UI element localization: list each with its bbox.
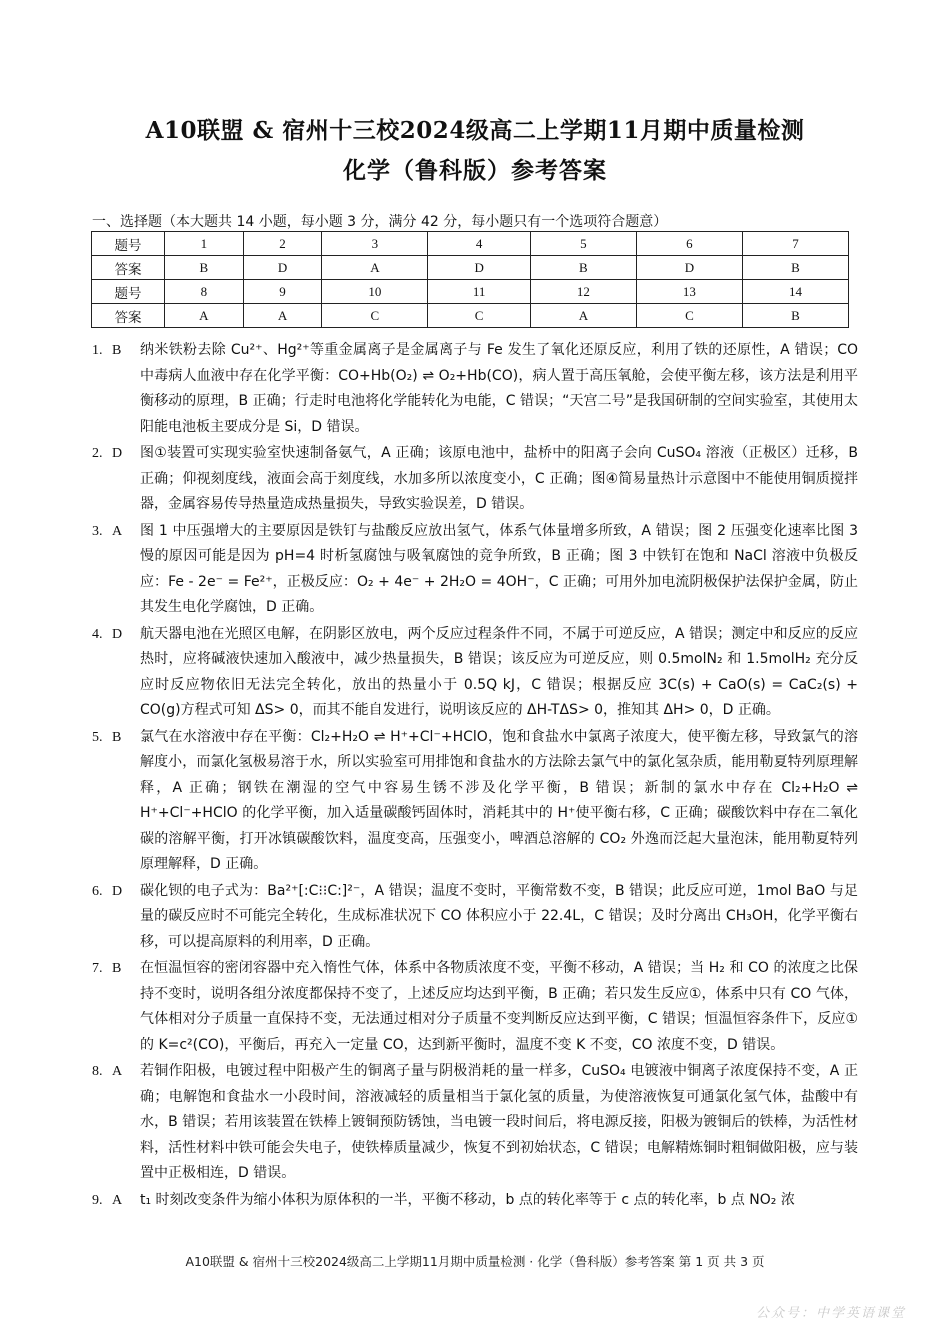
item-text: t₁ 时刻改变条件为缩小体积为原体积的一半，平衡不移动，b 点的转化率等于 c 点的转化率，b 点 NO₂ 浓 xyxy=(140,1191,795,1208)
answer-cell: D xyxy=(243,256,322,280)
question-number: 3 xyxy=(322,232,428,256)
answer-cell: A xyxy=(243,304,322,328)
item-answer: A xyxy=(112,523,123,539)
table-row-questions-2 xyxy=(92,280,849,304)
answer-cell: A xyxy=(322,256,428,280)
explanation-item xyxy=(92,879,858,956)
watermark: 公众号：中学英语课堂 xyxy=(755,1306,906,1321)
row-label-question: 题号 xyxy=(92,232,165,256)
item-answer: D xyxy=(112,883,123,899)
explanation-item xyxy=(92,441,858,518)
document-title: A10联盟 & 宿州十三校2024级高二上学期11月期中质量检测 xyxy=(145,117,805,144)
item-answer: A xyxy=(112,1064,123,1079)
answer-table xyxy=(91,231,849,328)
table-row-answers-2 xyxy=(92,304,849,328)
row-label-answer: 答案 xyxy=(92,304,165,328)
question-number: 7 xyxy=(742,232,848,256)
page-footer: A10联盟 & 宿州十三校2024级高二上学期11月期中质量检测 · 化学（鲁科版）参考答案 第 1 页 共 3 页 xyxy=(185,1254,765,1269)
item-text: 若铜作阳极，电镀过程中阳极产生的铜离子量与阴极消耗的量一样多，CuSO₄ 电镀液中铜离子浓度保持不变，A 正确；电解饱和食盐水一小段时间，溶液减轻的质量相当于氯化氢的质量，为使溶液恢复可通氯化氢气体，盐酸中有水，B 错误；若用该装置在铁棒上镀铜预防锈蚀，当电镀一段时间后，将电源反接，阳极为镀铜后的铁棒，为活性材料，活性材料中铁可能会失电子，使铁棒质量减少，恢复不到初始状态，C 错误；电解精炼铜时粗铜做阳极，应与装置中正极相连，D 错误。 xyxy=(140,1063,858,1181)
explanation-item xyxy=(92,622,858,724)
item-text: 纳米铁粉去除 Cu²⁺、Hg²⁺等重金属离子是金属离子与 Fe 发生了氧化还原反应，利用了铁的还原性，A 错误；CO 中毒病人血液中存在化学平衡：CO+Hb(O₂) ⇌ O₂+Hb(CO)，病人置于高压氧舱，会使平衡左移，该方法是利用平衡移动的原理，B 正确；行走时电池将化学能转化为电能，C 错误；“天宫二号”是我国研制的空间实验室，其使用太阳能电池板主要成分是 Si，D 错误。 xyxy=(140,342,858,435)
item-answer: D xyxy=(112,446,123,461)
answer-cell: C xyxy=(322,304,428,328)
answer-cell: B xyxy=(530,256,636,280)
explanation-item xyxy=(92,956,858,1058)
row-label-answer: 答案 xyxy=(92,256,165,280)
question-number: 8 xyxy=(165,280,244,304)
row-label-question: 题号 xyxy=(92,280,165,304)
item-number: 6. xyxy=(92,883,103,899)
item-number: 3. xyxy=(92,523,103,539)
item-number: 1. xyxy=(92,343,103,358)
item-text: 图 1 中压强增大的主要原因是铁钉与盐酸反应放出氢气，体系气体量增多所致，A 错误；图 2 压强变化速率比图 3 慢的原因可能是因为 pH=4 时析氢腐蚀与吸氧腐蚀的竞争所致，B 正确；图 3 中铁钉在饱和 NaCl 溶液中负极反应：Fe - 2e⁻ = Fe²⁺，正极反应：O₂ + 4e⁻ + 2H₂O = 4OH⁻，C 正确；可用外加电流阴极保护法保护金属，防止其发生电化学腐蚀，D 正确。 xyxy=(140,522,858,615)
item-answer: B xyxy=(112,343,122,358)
explanation-item xyxy=(92,519,858,621)
item-number: 9. xyxy=(92,1192,103,1208)
answer-cell: C xyxy=(428,304,530,328)
document-subtitle: 化学（鲁科版）参考答案 xyxy=(343,157,607,184)
question-number: 2 xyxy=(243,232,322,256)
question-number: 9 xyxy=(243,280,322,304)
question-number: 14 xyxy=(742,280,848,304)
table-row-questions-1 xyxy=(92,232,849,256)
item-text: 航天器电池在光照区电解，在阴影区放电，两个反应过程条件不同，不属于可逆反应，A 错误；测定中和反应的反应热时，应将碱液快速加入酸液中，减少热量损失，B 错误；该反应为可逆反应，则 0.5molN₂ 和 1.5molH₂ 充分反应时反应物依旧无法完全转化，放出的热量小于 0.5Q kJ，C 错误；根据反应 3C(s) + CaO(s) = CaC₂(s) + CO(g)方程式可知 ΔS> 0，而其不能自发进行，说明该反应的 ΔH-TΔS> 0，推知其 ΔH> 0，D 正确。 xyxy=(140,625,858,718)
section-heading: 一、选择题（本大题共 14 小题，每小题 3 分，满分 42 分，每小题只有一个选项符合题意） xyxy=(92,214,668,230)
question-number: 1 xyxy=(165,232,244,256)
item-number: 8. xyxy=(92,1064,103,1079)
item-number: 5. xyxy=(92,729,103,745)
item-answer: B xyxy=(112,961,122,976)
explanation-item xyxy=(92,1188,858,1214)
answer-cell: A xyxy=(530,304,636,328)
item-number: 4. xyxy=(92,626,103,642)
item-number: 7. xyxy=(92,961,103,976)
question-number: 4 xyxy=(428,232,530,256)
question-number: 13 xyxy=(636,280,742,304)
answer-cell: C xyxy=(636,304,742,328)
item-text: 氯气在水溶液中存在平衡：Cl₂+H₂O ⇌ H⁺+Cl⁻+HClO，饱和食盐水中氯离子浓度大，使平衡左移，导致氯气的溶解度小，而氯化氢极易溶于水，所以实验室可用排饱和食盐水的方法除去氯气中的氯化氢杂质，能用勒夏特列原理解释，A 正确；钢铁在潮湿的空气中容易生锈不涉及化学平衡，B 错误；新制的氯水中存在 Cl₂+H₂O ⇌ H⁺+Cl⁻+HClO 的化学平衡，加入适量碳酸钙固体时，消耗其中的 H⁺使平衡右移，C 正确；碳酸饮料中存在二氧化碳的溶解平衡，打开冰镇碳酸饮料，温度变高，压强变小，啤酒总溶解的 CO₂ 外逸而泛起大量泡沫，能用勒夏特列原理解释，D 正确。 xyxy=(140,728,858,872)
item-answer: A xyxy=(112,1192,123,1208)
question-number: 12 xyxy=(530,280,636,304)
item-answer: B xyxy=(112,729,122,745)
item-text: 碳化钡的电子式为：Ba²⁺[:C⁝⁝C:]²⁻，A 错误；温度不变时，平衡常数不变，B 错误；此反应可逆，1mol BaO 与足量的碳反应时不可能完全转化，生成标准状况下 CO 体积应小于 22.4L，C 错误；及时分离出 CH₃OH，化学平衡右移，可以提高原料的利用率，D 正确。 xyxy=(140,882,858,950)
answer-cell: B xyxy=(742,304,848,328)
item-answer: D xyxy=(112,626,123,642)
item-number: 2. xyxy=(92,446,103,461)
item-text: 在恒温恒容的密闭容器中充入惰性气体，体系中各物质浓度不变，平衡不移动，A 错误；当 H₂ 和 CO 的浓度之比保持不变时，说明各组分浓度都保持不变了，上述反应均达到平衡，B 正确；若只发生反应①，体系中只有 CO 气体，气体相对分子质量一直保持不变，无法通过相对分子质量不变判断反应达到平衡，C 错误；恒温恒容条件下，反应①的 K=c²(CO)，平衡后，再充入一定量 CO，达到新平衡时，温度不变 K 不变，CO 浓度不变，D 错误。 xyxy=(140,960,858,1053)
question-number: 6 xyxy=(636,232,742,256)
answer-cell: B xyxy=(165,256,244,280)
item-text: 图①装置可实现实验室快速制备氨气，A 正确；该原电池中，盐桥中的阳离子会向 CuSO₄ 溶液（正极区）迁移，B 正确；仰视刻度线，液面会高于刻度线，水加多所以浓度变小，C 正确；图④简易量热计示意图中不能使用铜质搅拌器，金属容易传导热量造成热量损失，导致实验误差，D 错误。 xyxy=(140,445,858,512)
answer-cell: D xyxy=(636,256,742,280)
explanation-item xyxy=(92,1059,858,1187)
question-number: 11 xyxy=(428,280,530,304)
explanation-list xyxy=(92,338,858,1214)
question-number: 5 xyxy=(530,232,636,256)
explanation-item xyxy=(92,338,858,440)
explanation-item xyxy=(92,725,858,878)
table-row-answers-1 xyxy=(92,256,849,280)
answer-cell: B xyxy=(742,256,848,280)
answer-cell: A xyxy=(165,304,244,328)
question-number: 10 xyxy=(322,280,428,304)
answer-cell: D xyxy=(428,256,530,280)
